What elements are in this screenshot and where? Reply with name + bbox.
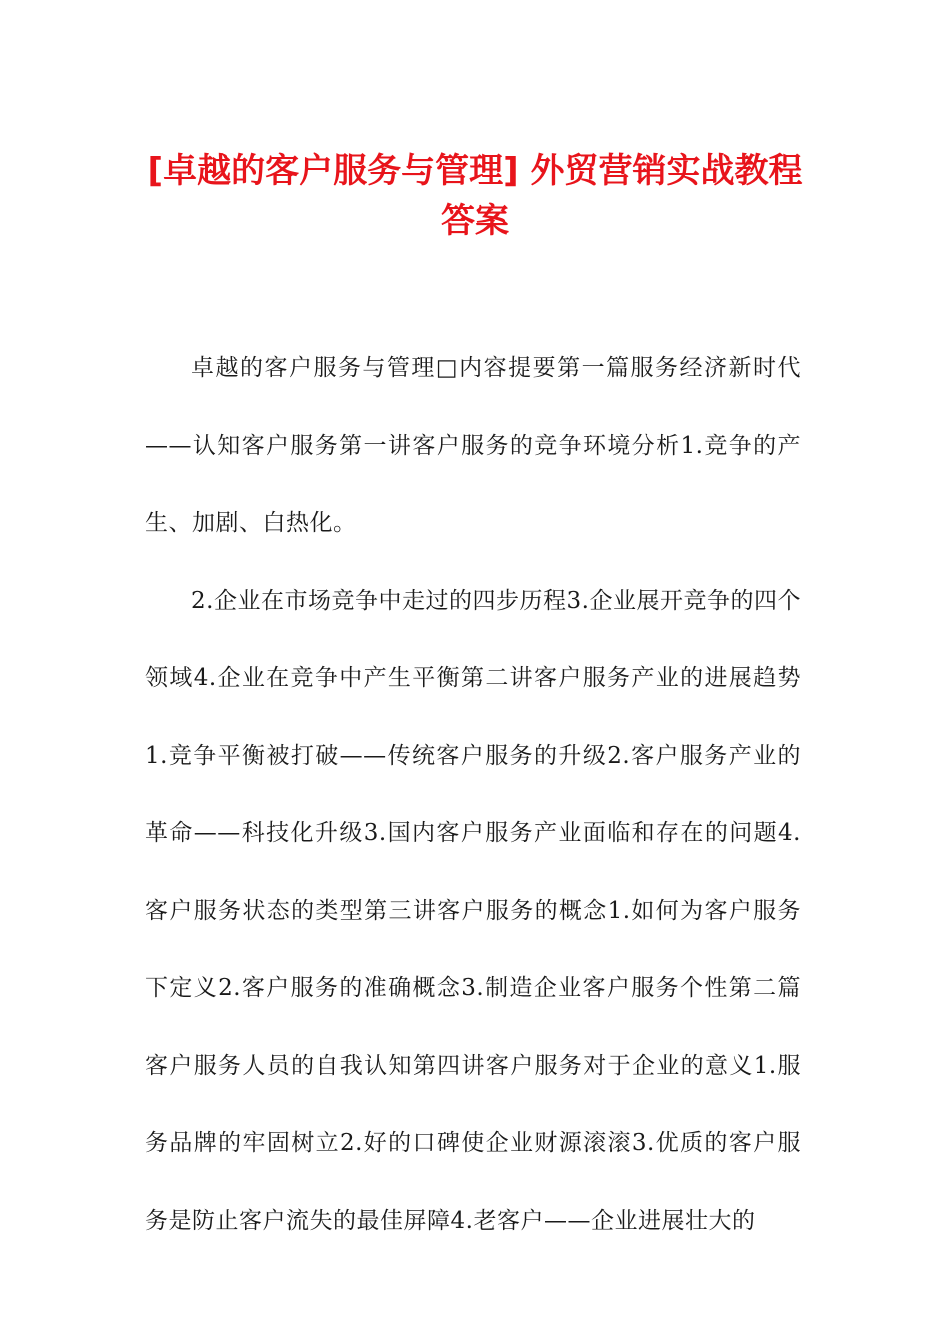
document-body	[145, 330, 801, 1260]
title-line-2: 答案	[441, 201, 509, 241]
paragraph-2: 2.企业在市场竞争中走过的四步历程3.企业展开竞争的四个领域4.企业在竞争中产生平衡第二讲客户服务产业的进展趋势1.竞争平衡被打破——传统客户服务的升级2.客户服务产业的革命——科技化升级3.国内客户服务产业面临和存在的问题4.客户服务状态的类型第三讲客户服务的概念1.如何为客户服务下定义2.客户服务的准确概念3.制造企业客户服务个性第二篇客户服务人员的自我认知第四讲客户服务对于企业的意义1.服务品牌的牢固树立2.好的口碑使企业财源滚滚3.优质的客户服务是防止客户流失的最佳屏障4.老客户——企业进展壮大的	[145, 587, 801, 1234]
paragraph-1: 卓越的客户服务与管理□内容提要第一篇服务经济新时代——认知客户服务第一讲客户服务的竞争环境分析1.竞争的产生、加剧、白热化。	[145, 355, 801, 536]
document-title	[120, 146, 830, 246]
title-line-1: [卓越的客户服务与管理] 外贸营销实战教程	[147, 151, 803, 191]
